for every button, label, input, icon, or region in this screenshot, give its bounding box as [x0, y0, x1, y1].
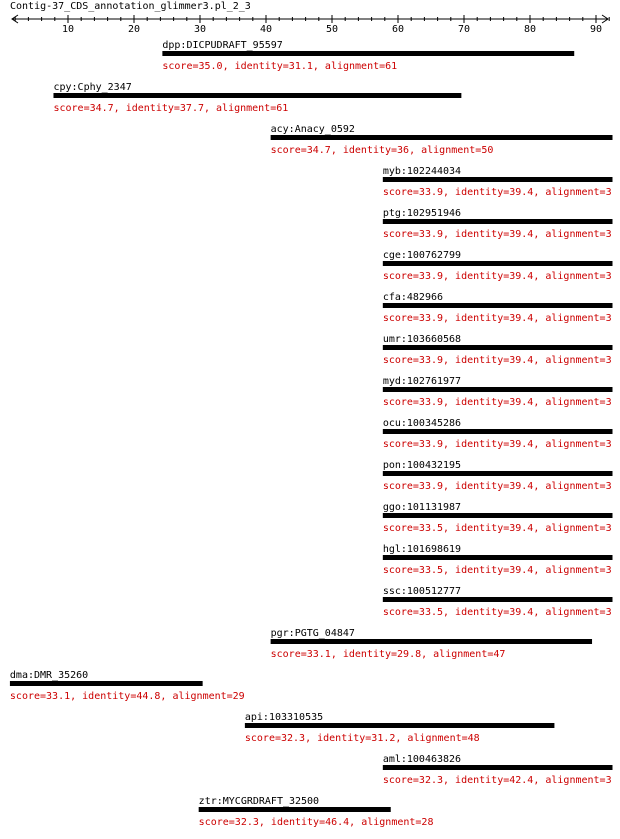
- hit-bar: [383, 513, 613, 518]
- hit-name: umr:103660568: [382, 334, 462, 345]
- hit-name: pon:100432195: [382, 460, 462, 471]
- hit-stats: score=33.9, identity=39.4, alignment=3: [382, 187, 612, 198]
- hit-bar: [383, 597, 613, 602]
- hit-name: ztr:MYCGRDRAFT_32500: [198, 796, 320, 807]
- hit-bar: [383, 261, 613, 266]
- hit-bar: [162, 51, 574, 56]
- hit-name: cfa:482966: [382, 292, 444, 303]
- hit-row: [383, 754, 613, 786]
- hit-stats: score=33.9, identity=39.4, alignment=3: [382, 313, 612, 324]
- hit-stats: score=33.1, identity=44.8, alignment=29: [9, 691, 245, 702]
- hit-name: myd:102761977: [382, 376, 462, 387]
- hit-row: [383, 544, 613, 576]
- diagram-title: Contig-37_CDS_annotation_glimmer3.pl_2_3: [10, 1, 251, 12]
- hit-bar: [383, 387, 613, 392]
- hit-name: pgr:PGTG_04847: [270, 628, 355, 639]
- hit-stats: score=33.5, identity=39.4, alignment=3: [382, 523, 612, 534]
- hit-row: [383, 460, 613, 492]
- axis-tick-label: 80: [523, 24, 537, 35]
- axis-tick-label: 50: [325, 24, 339, 35]
- hit-row: [383, 334, 613, 366]
- hit-stats: score=33.9, identity=39.4, alignment=3: [382, 481, 612, 492]
- hit-stats: score=33.9, identity=39.4, alignment=3: [382, 271, 612, 282]
- hit-row: [383, 502, 613, 534]
- hit-row: [383, 292, 613, 324]
- hit-name: ggo:101131987: [382, 502, 462, 513]
- hit-name: aml:100463826: [382, 754, 462, 765]
- hit-name: dpp:DICPUDRAFT_95597: [162, 40, 283, 51]
- hit-stats: score=33.5, identity=39.4, alignment=3: [382, 607, 612, 618]
- hit-row: [383, 166, 613, 198]
- hit-name: hgl:101698619: [382, 544, 462, 555]
- axis-tick-label: 20: [127, 24, 141, 35]
- hit-row: [271, 628, 592, 660]
- hit-stats: score=35.0, identity=31.1, alignment=61: [162, 61, 398, 72]
- hit-stats: score=33.5, identity=39.4, alignment=3: [382, 565, 612, 576]
- hit-bar: [245, 723, 555, 728]
- hit-row: [271, 124, 613, 156]
- hit-row: [162, 40, 574, 72]
- hit-name: ssc:100512777: [382, 586, 462, 597]
- hit-row: [383, 376, 613, 408]
- hit-stats: score=33.9, identity=39.4, alignment=3: [382, 439, 612, 450]
- hit-name: api:103310535: [244, 712, 324, 723]
- hit-row: [383, 208, 613, 240]
- hit-list: [10, 40, 613, 828]
- hit-stats: score=33.9, identity=39.4, alignment=3: [382, 397, 612, 408]
- axis-tick-label: 10: [61, 24, 75, 35]
- hit-bar: [383, 219, 613, 224]
- hit-row: [53, 82, 461, 114]
- axis-tick-label: 40: [259, 24, 273, 35]
- position-axis: [12, 15, 609, 35]
- axis-tick-label: 70: [457, 24, 471, 35]
- hit-name: myb:102244034: [382, 166, 462, 177]
- hit-row: [10, 670, 245, 702]
- hit-bar: [383, 345, 613, 350]
- hit-bar: [383, 429, 613, 434]
- hit-name: cpy:Cphy_2347: [53, 82, 132, 93]
- hit-bar: [383, 177, 613, 182]
- hit-name: ocu:100345286: [382, 418, 462, 429]
- hit-bar: [383, 765, 613, 770]
- hit-bar: [383, 555, 613, 560]
- hit-bar: [199, 807, 391, 812]
- hit-name: dma:DMR_35260: [9, 670, 89, 681]
- hit-row: [383, 586, 613, 618]
- axis-tick-label: 90: [589, 24, 603, 35]
- hit-bar: [383, 471, 613, 476]
- hit-stats: score=33.9, identity=39.4, alignment=3: [382, 355, 612, 366]
- hit-bar: [271, 639, 592, 644]
- hit-stats: score=32.3, identity=46.4, alignment=28: [198, 817, 434, 828]
- hit-bar: [271, 135, 613, 140]
- hit-name: ptg:102951946: [382, 208, 462, 219]
- hit-row: [245, 712, 555, 744]
- hit-stats: score=32.3, identity=31.2, alignment=48: [244, 733, 480, 744]
- axis-tick-label: 60: [391, 24, 405, 35]
- hit-stats: score=33.1, identity=29.8, alignment=47: [270, 649, 506, 660]
- hit-row: [383, 418, 613, 450]
- hit-stats: score=34.7, identity=36, alignment=50: [270, 145, 494, 156]
- hit-name: acy:Anacy_0592: [270, 124, 355, 135]
- hit-row: [383, 250, 613, 282]
- hit-stats: score=33.9, identity=39.4, alignment=3: [382, 229, 612, 240]
- hit-name: cge:100762799: [382, 250, 462, 261]
- hit-row: [199, 796, 434, 828]
- hit-stats: score=32.3, identity=42.4, alignment=3: [382, 775, 612, 786]
- hit-bar: [383, 303, 613, 308]
- hit-bar: [53, 93, 461, 98]
- hit-bar: [10, 681, 203, 686]
- axis-tick-label: 30: [193, 24, 207, 35]
- hit-stats: score=34.7, identity=37.7, alignment=61: [53, 103, 289, 114]
